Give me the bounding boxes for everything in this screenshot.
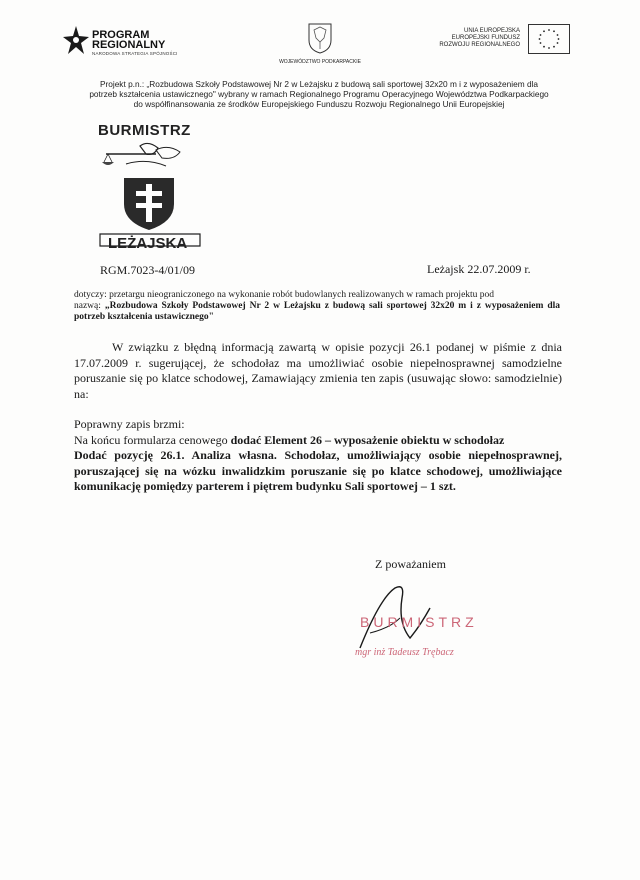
- program-regionalny-logo-icon: [62, 24, 90, 58]
- program-regionalny-title: PROGRAM REGIONALNY: [92, 29, 166, 51]
- concerns-block: dotyczy: przetargu nieograniczonego na wykonanie robót budowlanych realizowanych w ramach projektu pod nazwą: „Rozbudowa Szkoły Podstawowej Nr 2 w Leżajsku z budową sali sportowej 32x20 m i z wyposażeniem dla potrzeb kształcenia ustawicznego": [74, 290, 561, 322]
- signature-stamp-title: BURMISTRZ: [360, 614, 478, 630]
- project-description: Projekt p.n.: „Rozbudowa Szkoły Podstawowej Nr 2 w Leżajsku z budową sali sportowej 32x20 m i z wyposażeniem dla potrzeb kształcenia ustawicznego" wybrany w ramach Regionalnego Programu Operacyjnego Województwa Podkarpackiego do współfinansowania ze środków Europejskiego Funduszu Rozwoju Regionalnego Unii Europejskiej: [89, 79, 549, 109]
- eu-flag-icon: [528, 24, 570, 54]
- eu-fund-label: UNIA EUROPEJSKA EUROPEJSKI FUNDUSZ ROZWOJU REGIONALNEGO: [439, 28, 520, 48]
- program-regionalny-subtitle: NARODOWA STRATEGIA SPÓJNOŚCI: [92, 51, 178, 56]
- document-date: Leżajsk 22.07.2009 r.: [427, 262, 531, 276]
- voivodeship-crest-icon: [307, 22, 333, 54]
- leżajsk-coat-of-arms-icon: [96, 138, 204, 250]
- reference-number: RGM.7023-4/01/09: [100, 263, 196, 277]
- voivodeship-block: [272, 22, 368, 65]
- voivodeship-label: WOJEWÓDZTWO PODKARPACKIE: [279, 59, 361, 65]
- crest-title: BURMISTRZ: [98, 122, 191, 139]
- closing-salutation: Z poważaniem: [375, 557, 446, 571]
- crest-town-name: LEŻAJSKA: [108, 235, 188, 252]
- body-paragraph-2: Poprawny zapis brzmi: Na końcu formularza cenowego dodać Element 26 – wyposażenie obiektu w schodołaz Dodać pozycję 26.1. Analiza własna. Schodołaz, umożliwiający osobie niepełnosprawnej, poruszającej się na wózku inwalidzkim poruszanie się po klatce schodowej, umożliwiające komunikację pomiędzy parterem i piętrem budynku Sali sportowej – 1 szt.: [74, 417, 562, 493]
- signature-stamp-name: mgr inż Tadeusz Trębacz: [355, 647, 454, 658]
- body-paragraph-1: W związku z błędną informacją zawartą w opisie pozycji 26.1 podanej w piśmie z dnia 17.07.2009 r. sugerującej, że schodołaz ma umożliwiać osobie niepełnosprawnej samodzielne poruszanie się po klatce schodowej, Zamawiający zmienia ten zapis (usuwając słowo: samodzielnie) na:: [74, 340, 562, 401]
